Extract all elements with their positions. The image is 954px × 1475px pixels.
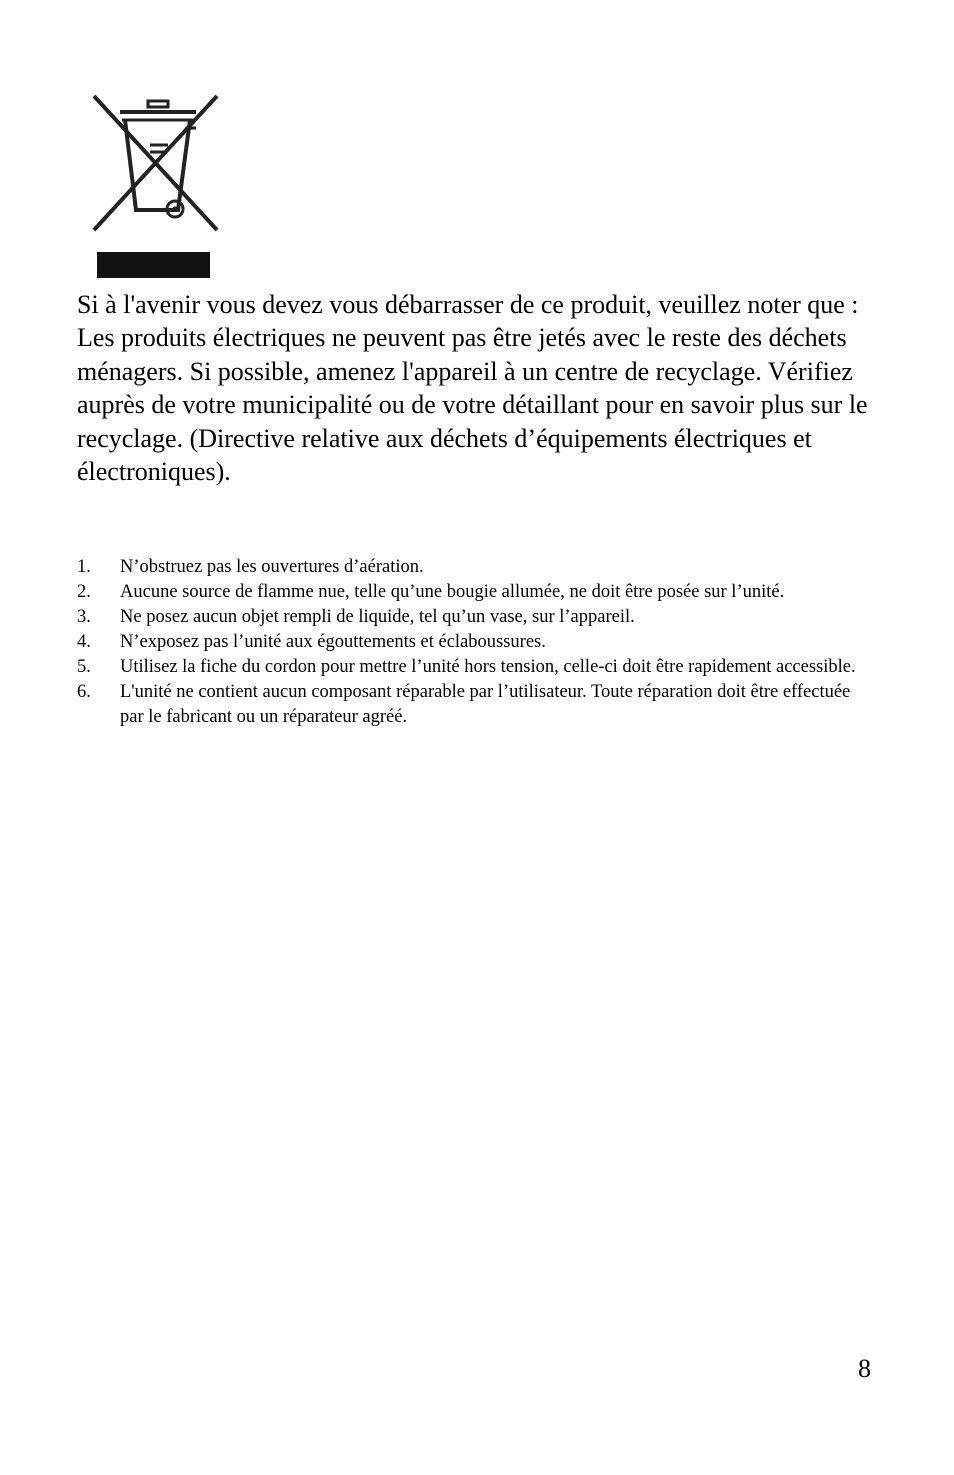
safety-instructions-list: [77, 555, 877, 730]
list-item-number: 4.: [77, 632, 91, 652]
disposal-notice: [77, 288, 887, 488]
disposal-intro: Si à l'avenir vous devez vous débarrasser de ce produit, veuillez noter que :: [77, 290, 859, 319]
list-item: [77, 605, 877, 630]
list-item: [77, 680, 877, 730]
list-item-number: 6.: [77, 682, 91, 702]
list-item-text: Ne posez aucun objet rempli de liquide, tel qu’un vase, sur l’appareil.: [120, 607, 635, 627]
list-item-text: Aucune source de flamme nue, telle qu’une bougie allumée, ne doit être posée sur l’unité.: [120, 582, 785, 602]
disposal-body: Les produits électriques ne peuvent pas être jetés avec le reste des déchets ménagers. Si possible, amenez l'appareil à un centre de recyclage. Vérifiez auprès de votre municipalité ou de votre détaillant pour en savoir plus sur le recyclage. (Directive relative aux déchets d’équipements électriques et électroniques).: [77, 323, 868, 487]
list-item: [77, 655, 877, 680]
list-item-number: 5.: [77, 657, 91, 677]
list-item-number: 3.: [77, 607, 91, 627]
list-item-text: L'unité ne contient aucun composant réparable par l’utilisateur. Toute réparation doit être effectuée par le fabricant ou un réparateur agréé.: [120, 682, 851, 727]
list-item-number: 1.: [77, 557, 91, 577]
list-item-text: Utilisez la fiche du cordon pour mettre l’unité hors tension, celle-ci doit être rapidement accessible.: [120, 657, 856, 677]
list-item-text: N’exposez pas l’unité aux égouttements et éclaboussures.: [120, 632, 546, 652]
page-number: 8: [858, 1354, 871, 1383]
list-item-text: N’obstruez pas les ouvertures d’aération.: [120, 557, 424, 577]
list-item: [77, 630, 877, 655]
list-item: [77, 555, 877, 580]
list-item-number: 2.: [77, 582, 91, 602]
crossed-out-wheelie-bin-icon: [78, 90, 238, 285]
list-item: [77, 580, 877, 605]
